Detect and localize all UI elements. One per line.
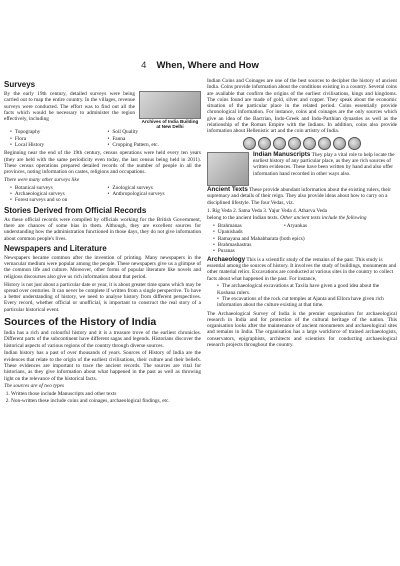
- manuscripts-block: [207, 152, 397, 177]
- coin-image: [318, 137, 331, 150]
- manuscript-image: [207, 152, 249, 186]
- list-item: • Brahmanas • Aryankas: [213, 223, 397, 229]
- coin-image: [258, 137, 271, 150]
- newspapers-paragraph-2: History is not just about a particular date or year, it is about greater time spans which may be spread over centuries. It can never be complete if written from a single perspective. To have a better understanding of history, we need to analyse history from different perspectives. Every record, whether official or unofficial, is important to construct the real story of a particular historical event.: [4, 281, 201, 313]
- sources-paragraph-2: Indian history has a past of over thousands of years. Sources of History of India are the evidences that relate to the origin of the earliest civilisations, their culture and their beliefs. These evidences are important to trace the ancient records. The sources are vital for historians, as they give information about what happened in the past as well as throwing light on the relevance of the historical facts.: [4, 350, 201, 382]
- list-item: • Anthropological surveys: [108, 191, 202, 197]
- list-item: • Puranas: [213, 248, 397, 254]
- list-item: • Upanishads: [213, 229, 397, 235]
- archaeology-paragraph: This is a scientific study of the remains of the past. This study is essential among the sources of history. It involves the study of buildings, monuments and other material relics. Excavations are conducted at various sites in the country to collect facts about what happened in the past. For instance,: [207, 256, 397, 282]
- list-item: • Zoological surveys: [108, 185, 202, 191]
- list-item: • Flora: [10, 136, 104, 142]
- coin-image: [348, 137, 361, 150]
- ancient-texts-heading: Ancient Texts: [207, 186, 248, 194]
- list-item: • Brahmashastras: [213, 242, 397, 248]
- surveys-paragraph-2: Beginning near the end of the 19th century, census operations were held every ten years (they are held with the same periodicity even today, the last census being held in 2011). These census operations prepared detailed records of the number of people in all the provinces, noting information on castes, religions and occupations.: [4, 150, 201, 176]
- source-types-list: [11, 391, 201, 404]
- list-item: • Fauna: [108, 136, 202, 142]
- ancient-texts-paragraph: These provide abundant information about the existing rulers, their supremacy and details of their reign. They also provide ideas about how to carry on a disciplined lifestyle. The four Vedas, viz.: [207, 187, 392, 206]
- coins-paragraph: Indian Coins and Coinages are one of the best sources to decipher the history of ancient India. Coins provide information about the conditions existing in a country. Several coins are available that confirm the origins of the earliest civilisations, kings and kingdoms. The coins found are made of gold, silver and copper. They speak about the economic situation of the particular place in the related period. Coins essentially provide chronological information. For instance, coins and coinages are the only sources which give an idea of the Bactrian, Indo-Greek and Indo-Parthian dynasties as well as the relationship of the Roman Empire with the Indians. In addition, coins also provide information about Hellenistic art and the coin artistry of India.: [207, 78, 397, 135]
- list-item: 2. Non-written these include coins and coinages, archaeological findings, etc.: [11, 398, 201, 404]
- manuscripts-heading: Indian Manuscripts: [253, 150, 311, 158]
- newspapers-paragraph-1: Newspapers became common after the invention of printing. Many newspapers in the vernacular medium were popular among the people. These newspapers give us a glimpse of the common life and culture. Moreover, other forms of popular literature like novels and religious discourses also give us rich information about that period.: [4, 254, 201, 280]
- list-item: • Topography: [10, 129, 104, 135]
- coin-image: [288, 137, 301, 150]
- coin-image: [333, 137, 346, 150]
- list-item: • Forest surveys and so on: [10, 197, 104, 203]
- list-item: • The excavations of the rock cut temples at Ajanta and Ellora have given rich information about the culture existing at that time.: [217, 296, 397, 309]
- coin-image: [273, 137, 286, 150]
- sources-paragraph-1: India has a rich and colourful history and it is a treasure trove of the earliest chronicles. Different parts of the subcontinent have different sagas and legends. Historians discover the historical aspects of various regions of the country through diverse sources.: [4, 330, 201, 349]
- archives-building-image: [139, 91, 201, 119]
- official-records-paragraph: As these official records were compiled by officials working for the British Government, there are chances of some bias in them. Although, they are excellent sources for understanding how the administration functioned in those days, they do not give information about common people's lives.: [4, 216, 201, 242]
- chapter-title: When, Where and How: [156, 60, 259, 71]
- coin-image: [243, 137, 256, 150]
- list-item: • Archaeological surveys: [10, 191, 104, 197]
- list-item: • Botanical surveys: [10, 185, 104, 191]
- source-types-label: The sources are of two types: [4, 383, 65, 390]
- newspapers-heading: Newspapers and Literature: [4, 243, 107, 253]
- vedas-line: 1. Rig Veda 2. Sama Veda 3. Yajur Veda 4. Atharva Veda: [207, 207, 327, 214]
- ancient-texts-list: [213, 223, 397, 254]
- other-ancient-texts-label: Other ancient texts include the following: [280, 215, 367, 222]
- coin-image: [303, 137, 316, 150]
- list-item: • Local History: [10, 142, 104, 148]
- excavations-list: [217, 283, 397, 308]
- list-item: • Ramayana and Mahabharata (both epics): [213, 236, 397, 242]
- other-surveys-label: There were many other surveys like: [4, 176, 80, 183]
- archives-caption: Archives of India Building at New Delhi: [141, 119, 199, 130]
- archives-figure: [139, 91, 201, 129]
- chapter-header: [0, 55, 400, 73]
- asi-paragraph: The Archaeological Survey of India is the premier organisation for archaeological research in India and for protection of the cultural heritage of the nation. This organisation looks after the maintenance of ancient monuments and archaeological sites and remains in India. The organisation has a large workforce of trained archaeologists, conservators, epigraphists, architects and scientists for conducting archaeological research projects throughout the country.: [207, 310, 397, 348]
- list-item: 1. Written those include Manuscripts and other texts: [11, 391, 201, 397]
- archaeology-heading: Archaeology: [207, 255, 246, 263]
- other-surveys-list: [10, 185, 201, 204]
- list-item: • The archaeological excavations at Taxila have given a good idea about the Kushana rulers.: [217, 283, 397, 296]
- coins-figure: [207, 137, 397, 150]
- right-column: [207, 78, 397, 350]
- list-item: • Cropping Pattern, etc.: [108, 142, 202, 148]
- surveys-heading: Surveys: [4, 80, 36, 89]
- official-records-heading: Stories Derived from Official Records: [4, 205, 147, 215]
- surveys-paragraph-1: By the early 19th century, detailed surveys were being carried out to map the entire country. In the villages, revenue surveys were conducted. The effort was to find out all the facts which would be necessary to administer the region effectively, including: [4, 91, 135, 123]
- survey-facts-list: [10, 129, 201, 148]
- ancient-texts-paragraph-2: belong to the ancient Indian texts.: [207, 215, 279, 222]
- list-item: • Soil Quality: [108, 129, 202, 135]
- manuscripts-paragraph: They play a vital role to help locate the earliest history of any particular place, as they are rich sources of written evidences. These have been written by hand and also offer information hand recorded in other ways also.: [253, 151, 395, 177]
- left-column: [4, 78, 201, 406]
- sources-heading: Sources of the History of India: [4, 316, 157, 329]
- chapter-number: 4: [141, 60, 147, 71]
